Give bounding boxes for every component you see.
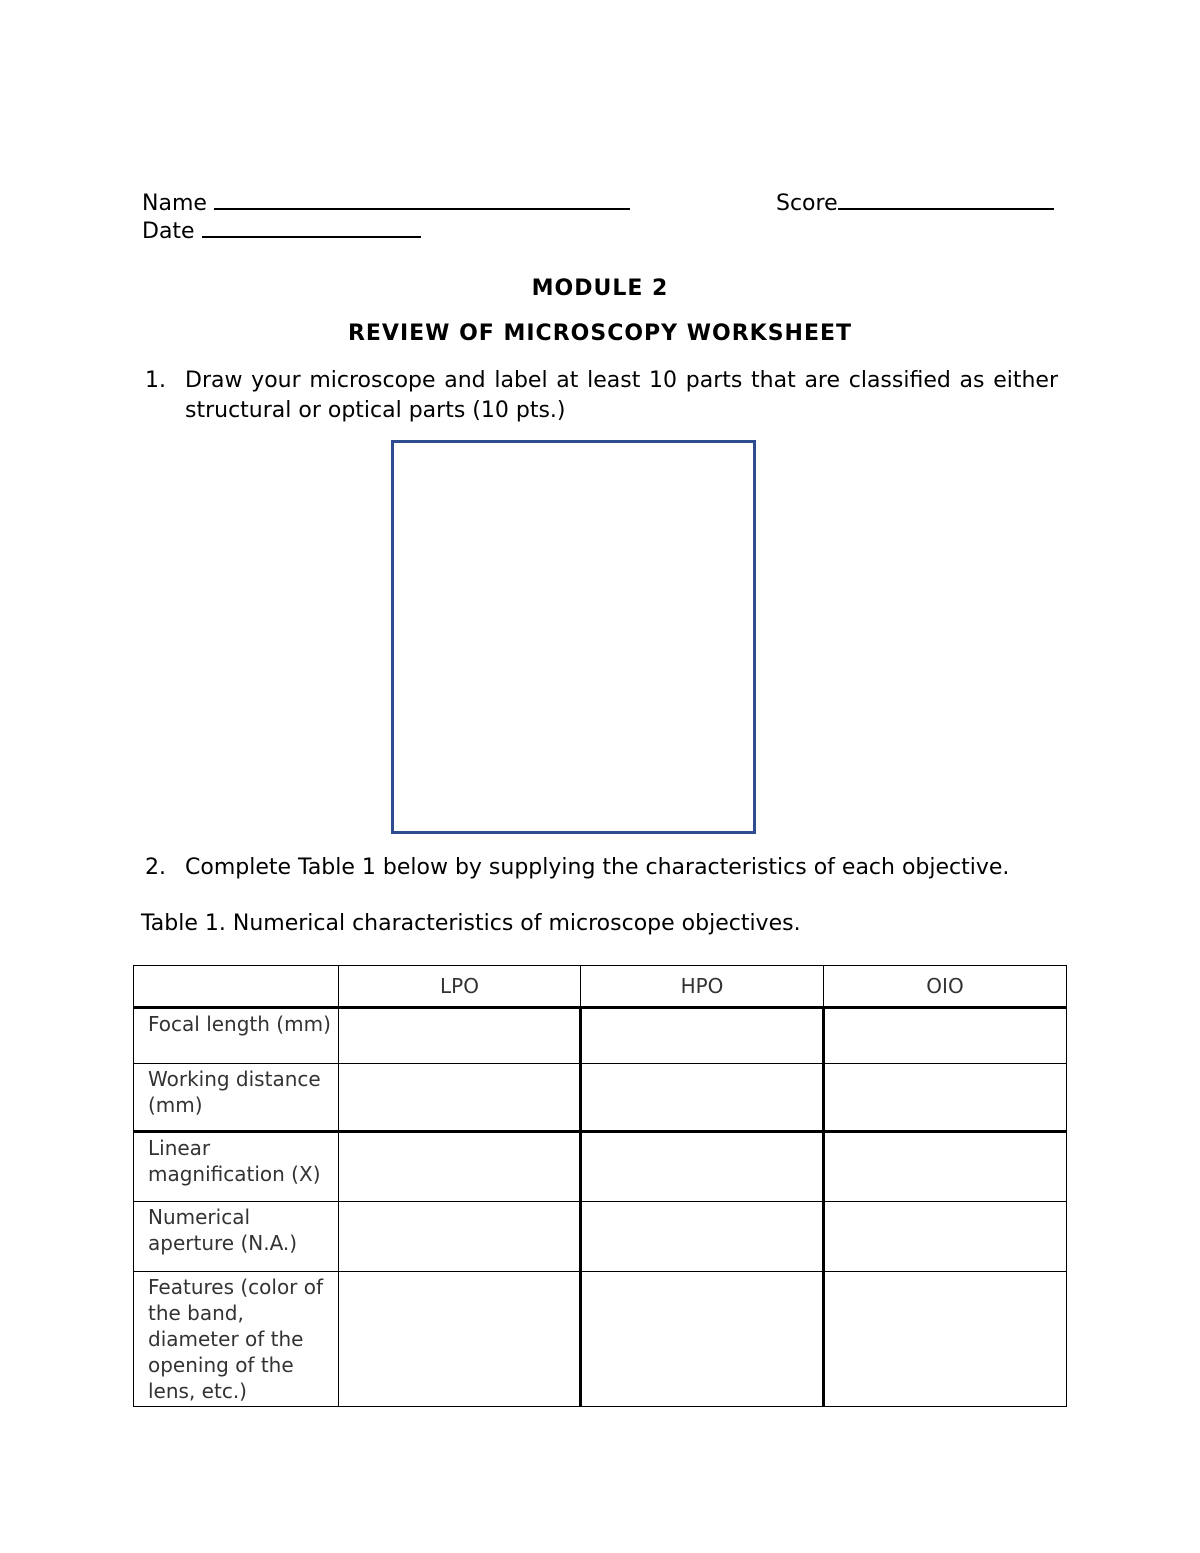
drawing-area-box[interactable] xyxy=(391,440,756,834)
date-blank-line[interactable] xyxy=(202,216,421,238)
score-field[interactable] xyxy=(776,188,1054,218)
cell-focal-length-hpo[interactable] xyxy=(581,1008,824,1064)
question-2 xyxy=(145,853,1065,883)
cell-numerical-aperture-hpo[interactable] xyxy=(581,1202,824,1272)
question-1-text: Draw your microscope and label at least 10 parts that are classified as either structural or optical parts (10 pts.) xyxy=(185,368,1058,423)
row-label-working-distance: Working distance (mm) xyxy=(134,1064,339,1132)
cell-features-lpo[interactable] xyxy=(339,1272,581,1407)
name-field[interactable] xyxy=(142,188,630,218)
cell-features-oio[interactable] xyxy=(824,1272,1067,1407)
cell-focal-length-oio[interactable] xyxy=(824,1008,1067,1064)
row-label-features: Features (color of the band, diameter of the opening of the lens, etc.) xyxy=(134,1272,339,1407)
cell-working-distance-oio[interactable] xyxy=(824,1064,1067,1132)
header-cell-empty xyxy=(134,966,339,1008)
objectives-table xyxy=(133,965,1067,1407)
table-row xyxy=(134,1008,1067,1064)
row-label-focal-length: Focal length (mm) xyxy=(134,1008,339,1064)
question-2-number: 2. xyxy=(145,855,166,880)
date-field[interactable] xyxy=(142,216,421,246)
score-label: Score xyxy=(776,191,838,216)
cell-working-distance-hpo[interactable] xyxy=(581,1064,824,1132)
name-blank-line[interactable] xyxy=(214,188,630,210)
worksheet-title: REVIEW OF MICROSCOPY WORKSHEET xyxy=(347,321,853,346)
cell-numerical-aperture-oio[interactable] xyxy=(824,1202,1067,1272)
header-cell-oio: OIO xyxy=(824,966,1067,1008)
table-caption: Table 1. Numerical characteristics of microscope objectives. xyxy=(141,911,801,936)
module-title: MODULE 2 xyxy=(531,276,669,301)
cell-focal-length-lpo[interactable] xyxy=(339,1008,581,1064)
cell-working-distance-lpo[interactable] xyxy=(339,1064,581,1132)
table-row xyxy=(134,1202,1067,1272)
table-header-row xyxy=(134,966,1067,1008)
table-row xyxy=(134,1272,1067,1407)
cell-linear-magnification-lpo[interactable] xyxy=(339,1132,581,1202)
header-cell-hpo: HPO xyxy=(581,966,824,1008)
score-blank-line[interactable] xyxy=(838,188,1054,210)
table-row xyxy=(134,1132,1067,1202)
date-label: Date xyxy=(142,219,195,244)
name-label: Name xyxy=(142,191,207,216)
cell-features-hpo[interactable] xyxy=(581,1272,824,1407)
question-1 xyxy=(145,366,1058,428)
cell-linear-magnification-oio[interactable] xyxy=(824,1132,1067,1202)
header-cell-lpo: LPO xyxy=(339,966,581,1008)
table-row xyxy=(134,1064,1067,1132)
cell-numerical-aperture-lpo[interactable] xyxy=(339,1202,581,1272)
question-1-number: 1. xyxy=(145,368,166,393)
row-label-numerical-aperture: Numerical aperture (N.A.) xyxy=(134,1202,339,1272)
question-2-text: Complete Table 1 below by supplying the characteristics of each objective. xyxy=(185,855,1010,880)
cell-linear-magnification-hpo[interactable] xyxy=(581,1132,824,1202)
row-label-linear-magnification: Linear magnification (X) xyxy=(134,1132,339,1202)
